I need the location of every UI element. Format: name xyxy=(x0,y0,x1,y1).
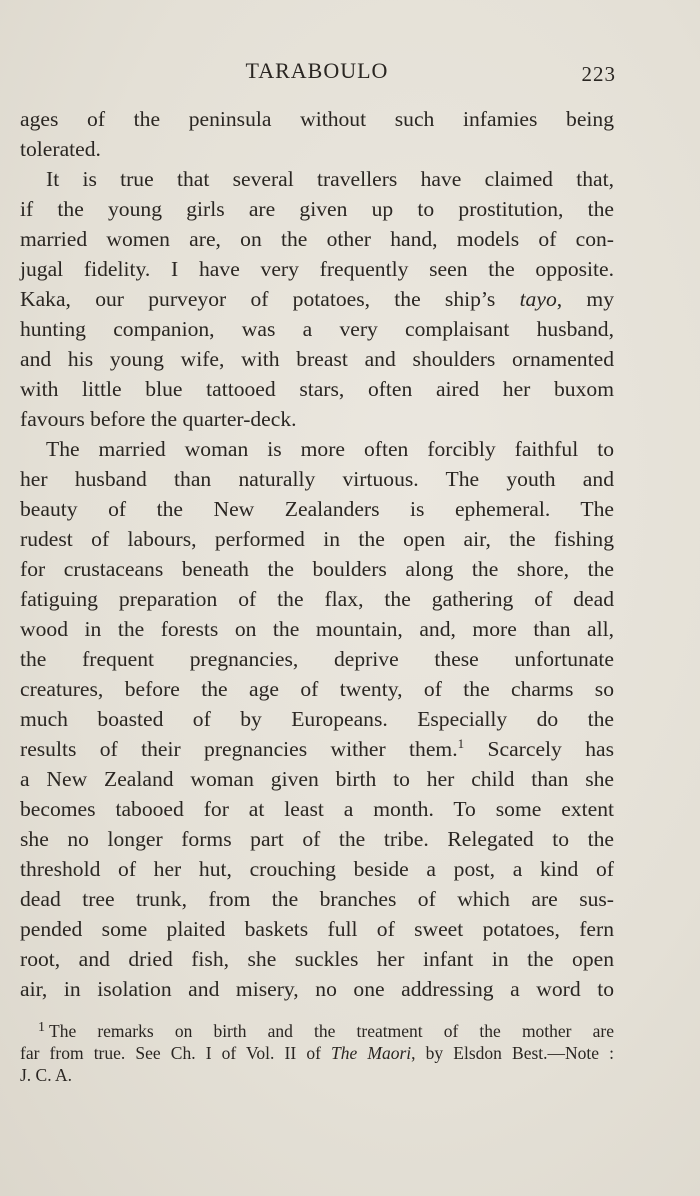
text-line: hunting companion, was a very complaisant husband, xyxy=(20,317,614,341)
text-line: much boasted of by Europeans. Especially do the xyxy=(20,707,614,731)
footnote-line: J. C. A. xyxy=(20,1065,73,1085)
body-text xyxy=(20,104,614,1004)
text-segment: results of their pregnancies wither them. xyxy=(20,737,458,761)
text-line: her husband than naturally virtuous. The youth and xyxy=(20,467,614,491)
text-line: threshold of her hut, crouching beside a post, a kind of xyxy=(20,857,614,881)
text-line: dead tree trunk, from the branches of which are sus- xyxy=(20,887,614,911)
text-line: for crustaceans beneath the boulders along the shore, the xyxy=(20,557,614,581)
text-line xyxy=(20,734,614,764)
running-head: TARABOULO xyxy=(245,58,389,83)
book-title: The Maori xyxy=(331,1043,412,1063)
text-line: ages of the peninsula without such infamies being xyxy=(20,107,614,131)
text-line: fatiguing preparation of the flax, the gathering of dead xyxy=(20,587,614,611)
footnote xyxy=(20,1020,614,1086)
text-line: root, and dried fish, she suckles her infant in the open xyxy=(20,947,614,971)
footnote-line xyxy=(20,1042,614,1064)
footnote-text: far from true. See Ch. I of Vol. II of xyxy=(20,1043,321,1063)
text-line: rudest of labours, performed in the open air, the fishing xyxy=(20,527,614,551)
text-line: if the young girls are given up to prostitution, the xyxy=(20,197,614,221)
text-line: becomes tabooed for at least a month. To some extent xyxy=(20,797,614,821)
footnote-marker: 1 xyxy=(38,1020,45,1035)
text-line: the frequent pregnancies, deprive these unfortunate xyxy=(20,647,614,671)
text-line: beauty of the New Zealanders is ephemeral. The xyxy=(20,497,614,521)
text-segment: Kaka, our purveyor of potatoes, the ship’s xyxy=(20,287,496,311)
footnote-reference[interactable]: 1 xyxy=(457,736,465,751)
text-line: favours before the quarter-deck. xyxy=(20,407,297,431)
text-line: jugal fidelity. I have very frequently seen the opposite. xyxy=(20,257,614,281)
text-line: married women are, on the other hand, models of con- xyxy=(20,227,614,251)
book-page xyxy=(20,56,614,1086)
italic-word: tayo xyxy=(519,287,557,311)
text-segment: Scarcely has xyxy=(464,737,614,761)
text-line: she no longer forms part of the tribe. Relegated to the xyxy=(20,827,614,851)
footnote-text: The remarks on birth and the treatment of the mother are xyxy=(49,1021,614,1041)
text-line xyxy=(20,284,614,314)
text-segment: , my xyxy=(556,287,614,311)
text-line: tolerated. xyxy=(20,137,101,161)
text-line: air, in isolation and misery, no one addressing a word to xyxy=(20,977,614,1001)
text-line: a New Zealand woman given birth to her child than she xyxy=(20,767,614,791)
text-line: The married woman is more often forcibly faithful to xyxy=(46,437,614,461)
text-line: It is true that several travellers have claimed that, xyxy=(46,167,614,191)
text-line: creatures, before the age of twenty, of the charms so xyxy=(20,677,614,701)
footnote-text: , by Elsdon Best.—Note : xyxy=(411,1043,615,1063)
text-line: pended some plaited baskets full of sweet potatoes, fern xyxy=(20,917,614,941)
page-number: 223 xyxy=(581,62,616,86)
text-line: with little blue tattooed stars, often aired her buxom xyxy=(20,377,614,401)
page-header xyxy=(20,56,614,90)
text-line: and his young wife, with breast and shoulders ornamented xyxy=(20,347,614,371)
footnote-line xyxy=(20,1020,614,1042)
text-line: wood in the forests on the mountain, and, more than all, xyxy=(20,617,614,641)
